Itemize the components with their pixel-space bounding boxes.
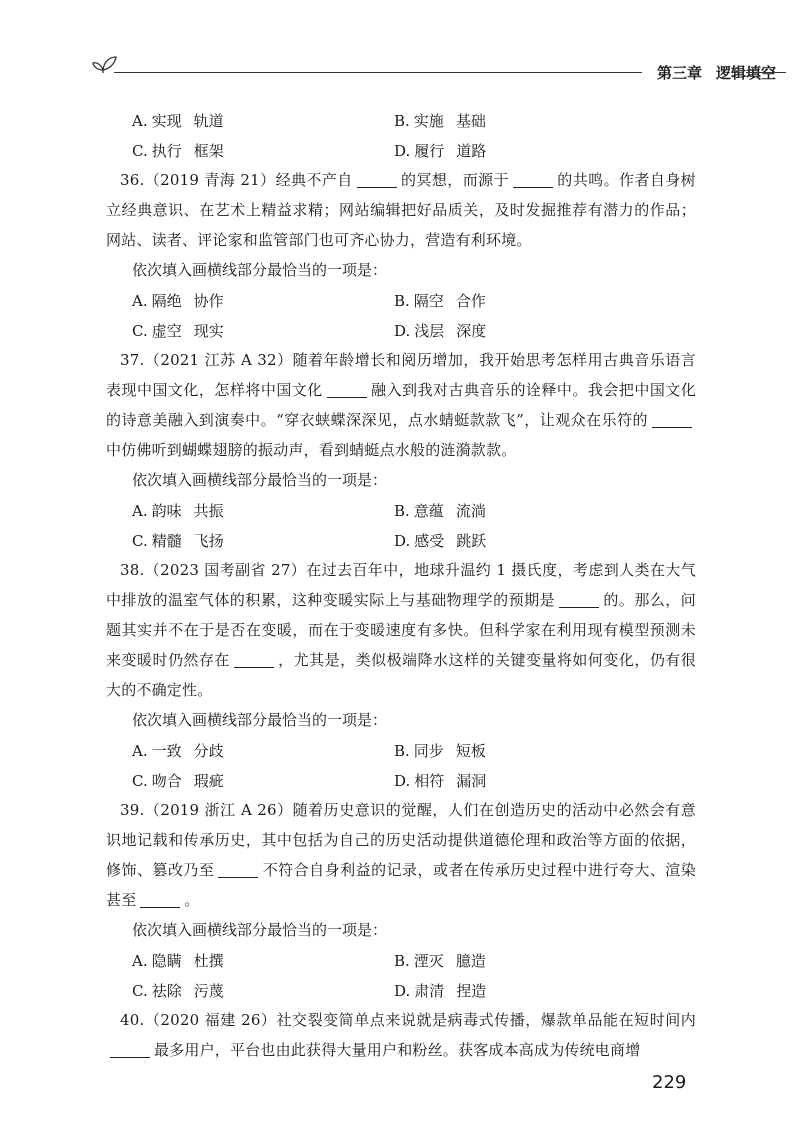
question-instruction: 依次填入画横线部分最恰当的一项是： [132,261,388,279]
question-number: 39. [120,801,145,819]
question-text: 经典不产自 [275,171,353,189]
option-letter: D. [394,981,411,1000]
option-word-1: 祛除 [151,981,182,1000]
option-word-1: 一致 [151,741,182,760]
option-word-1: 精髓 [151,531,182,550]
option-letter: D. [394,771,411,790]
option-a [132,950,394,971]
option-row [106,945,696,975]
question-source: （2021 江苏 A 32） [144,351,293,369]
answer-blank [234,651,274,668]
option-letter: A. [132,291,148,310]
option-word-1: 肃清 [414,981,445,1000]
option-word-1: 隔绝 [151,291,182,310]
answer-blank [110,1041,150,1058]
option-c [132,770,394,791]
question-text: 。 [184,891,200,909]
option-row [106,975,696,1005]
chapter-label: 第三章 [657,64,703,82]
question-number: 36. [120,171,145,189]
option-b [394,950,656,971]
option-c [132,140,394,161]
option-b [394,110,656,131]
question-text: 的冥想，而源于 [400,171,510,189]
option-word-1: 相符 [414,771,445,790]
question-text: ，尤其是，类似极端降水这样的关键变量将如何变化，仍有很大的不确定性。 [106,651,696,699]
option-d [394,320,656,341]
option-letter: D. [394,141,411,160]
option-d [394,770,656,791]
option-word-1: 感受 [414,531,445,550]
option-word-2: 短板 [455,741,486,760]
option-word-2: 框架 [193,141,224,160]
answer-blank [357,171,397,188]
question-39 [106,795,696,915]
option-row [106,765,696,795]
question-text: 随着历史意识的觉醒，人们在创造历史的活动中必然会有意识地记载和传承历史，其中包括为自己的历史活动提供道德伦理和政治等方面的依据，修饰、篡改乃至 [106,801,697,879]
option-word-2: 轨道 [193,111,224,130]
option-word-1: 意蕴 [413,501,444,520]
option-word-2: 飞扬 [193,531,224,550]
option-word-2: 协作 [193,291,224,310]
question-text: 的。那么，问题其实并不在于是否在变暖，而在于变暖速度有多快。但科学家在利用现有模型预测未来变暖时仍然存在 [106,591,696,669]
option-b [394,500,656,521]
question-text: 最多用户，平台也由此获得大量用户和粉丝。获客成本高成为传统电商增 [154,1041,641,1059]
option-a [132,740,394,761]
option-word-2: 分歧 [193,741,224,760]
page-content [106,105,696,1065]
option-letter: A. [132,111,148,130]
option-letter: C. [132,981,148,1000]
option-letter: C. [132,531,148,550]
option-word-2: 杜撰 [193,951,224,970]
option-letter: B. [394,741,410,760]
sprout-icon [92,52,120,74]
answer-blank [559,591,599,608]
option-b [394,290,656,311]
question-text: 社交裂变简单点来说就是病毒式传播，爆款单品能在短时间内 [276,1011,697,1029]
option-word-2: 基础 [455,111,486,130]
question-38 [106,555,696,705]
option-word-2: 深度 [456,321,487,340]
option-word-2: 污蔑 [193,981,224,1000]
option-row [106,285,696,315]
question-40 [106,1005,696,1065]
option-word-1: 实现 [151,111,182,130]
question-source: （2023 国考副省 27） [144,561,307,579]
option-row [106,315,696,345]
option-word-2: 臆造 [455,951,486,970]
option-word-1: 隐瞒 [151,951,182,970]
question-36 [106,165,696,255]
option-word-2: 捏造 [456,981,487,1000]
option-letter: B. [394,291,410,310]
option-c [132,320,394,341]
option-letter: D. [394,531,411,550]
question-37 [106,345,696,465]
option-word-1: 隔空 [413,291,444,310]
option-d [394,140,656,161]
option-letter: B. [394,501,410,520]
option-row [106,135,696,165]
option-word-1: 吻合 [151,771,182,790]
option-row [106,495,696,525]
answer-blank [327,381,367,398]
option-word-1: 同步 [413,741,444,760]
option-word-2: 合作 [455,291,486,310]
question-text: 不符合自身利益的记录，或者在传承历史过程中进行夸大、渲染甚至 [106,861,696,909]
option-word-1: 执行 [151,141,182,160]
option-word-1: 湮灭 [413,951,444,970]
question-number: 40. [120,1011,145,1029]
option-word-2: 共振 [193,501,224,520]
option-c [132,980,394,1001]
option-b [394,740,656,761]
option-a [132,290,394,311]
question-number: 37. [120,351,145,369]
answer-blank [652,411,692,428]
option-letter: A. [132,501,148,520]
option-a [132,500,394,521]
option-row [106,525,696,555]
question-instruction: 依次填入画横线部分最恰当的一项是： [132,471,388,489]
option-word-2: 道路 [456,141,487,160]
option-a [132,110,394,131]
question-source: （2019 青海 21） [144,171,276,189]
header-rule-right [746,72,786,73]
option-word-1: 实施 [413,111,444,130]
option-word-1: 韵味 [151,501,182,520]
question-text: 在过去百年中，地球升温约 1 摄氏度，考虑到人类在大气中排放的温室气体的积累，这种变暖实际上与基础物理学的预期是 [106,561,696,609]
question-instruction: 依次填入画横线部分最恰当的一项是： [132,921,388,939]
question-text: 随着年龄增长和阅历增加，我开始思考怎样用古典音乐语言表现中国文化，怎样将中国文化 [106,351,697,399]
option-letter: A. [132,741,148,760]
running-header [92,52,777,82]
option-word-1: 虚空 [151,321,182,340]
option-letter: C. [132,141,148,160]
option-letter: C. [132,321,148,340]
option-word-2: 瑕疵 [193,771,224,790]
answer-blank [513,171,553,188]
answer-blank [218,861,258,878]
page-number: 229 [652,1072,687,1093]
option-word-1: 浅层 [414,321,445,340]
option-letter: B. [394,111,410,130]
option-c [132,530,394,551]
question-text: 融入到我对古典音乐的诠释中。我会把中国文化的诗意美融入到演奏中。“穿衣蛱蝶深深见，点水蜻蜓款款飞”，让观众在乐符的 [106,381,696,429]
option-d [394,530,656,551]
question-text: 中仿佛听到蝴蝶翅膀的振动声，看到蜻蜓点水般的涟漪款款。 [106,441,517,459]
question-source: （2020 福建 26） [144,1011,277,1029]
header-rule-left [114,72,642,73]
option-letter: C. [132,771,148,790]
option-word-2: 漏洞 [456,771,487,790]
question-text: 的共鸣。作者自身树立经典意识、在艺术上精益求精；网站编辑把好品质关，及时发掘推荐有潜力的作品；网站、读者、评论家和监管部门也可齐心协力，营造有利环境。 [106,171,696,249]
option-letter: D. [394,321,411,340]
question-instruction: 依次填入画横线部分最恰当的一项是： [132,711,388,729]
question-number: 38. [120,561,145,579]
answer-blank [140,891,180,908]
option-row [106,105,696,135]
option-word-2: 现实 [193,321,224,340]
section-label: 逻辑填空 [716,64,777,82]
option-row [106,735,696,765]
question-source: （2019 浙江 A 26） [144,801,293,819]
option-d [394,980,656,1001]
option-letter: B. [394,951,410,970]
option-letter: A. [132,951,148,970]
option-word-2: 跳跃 [456,531,487,550]
option-word-1: 履行 [414,141,445,160]
option-word-2: 流淌 [455,501,486,520]
